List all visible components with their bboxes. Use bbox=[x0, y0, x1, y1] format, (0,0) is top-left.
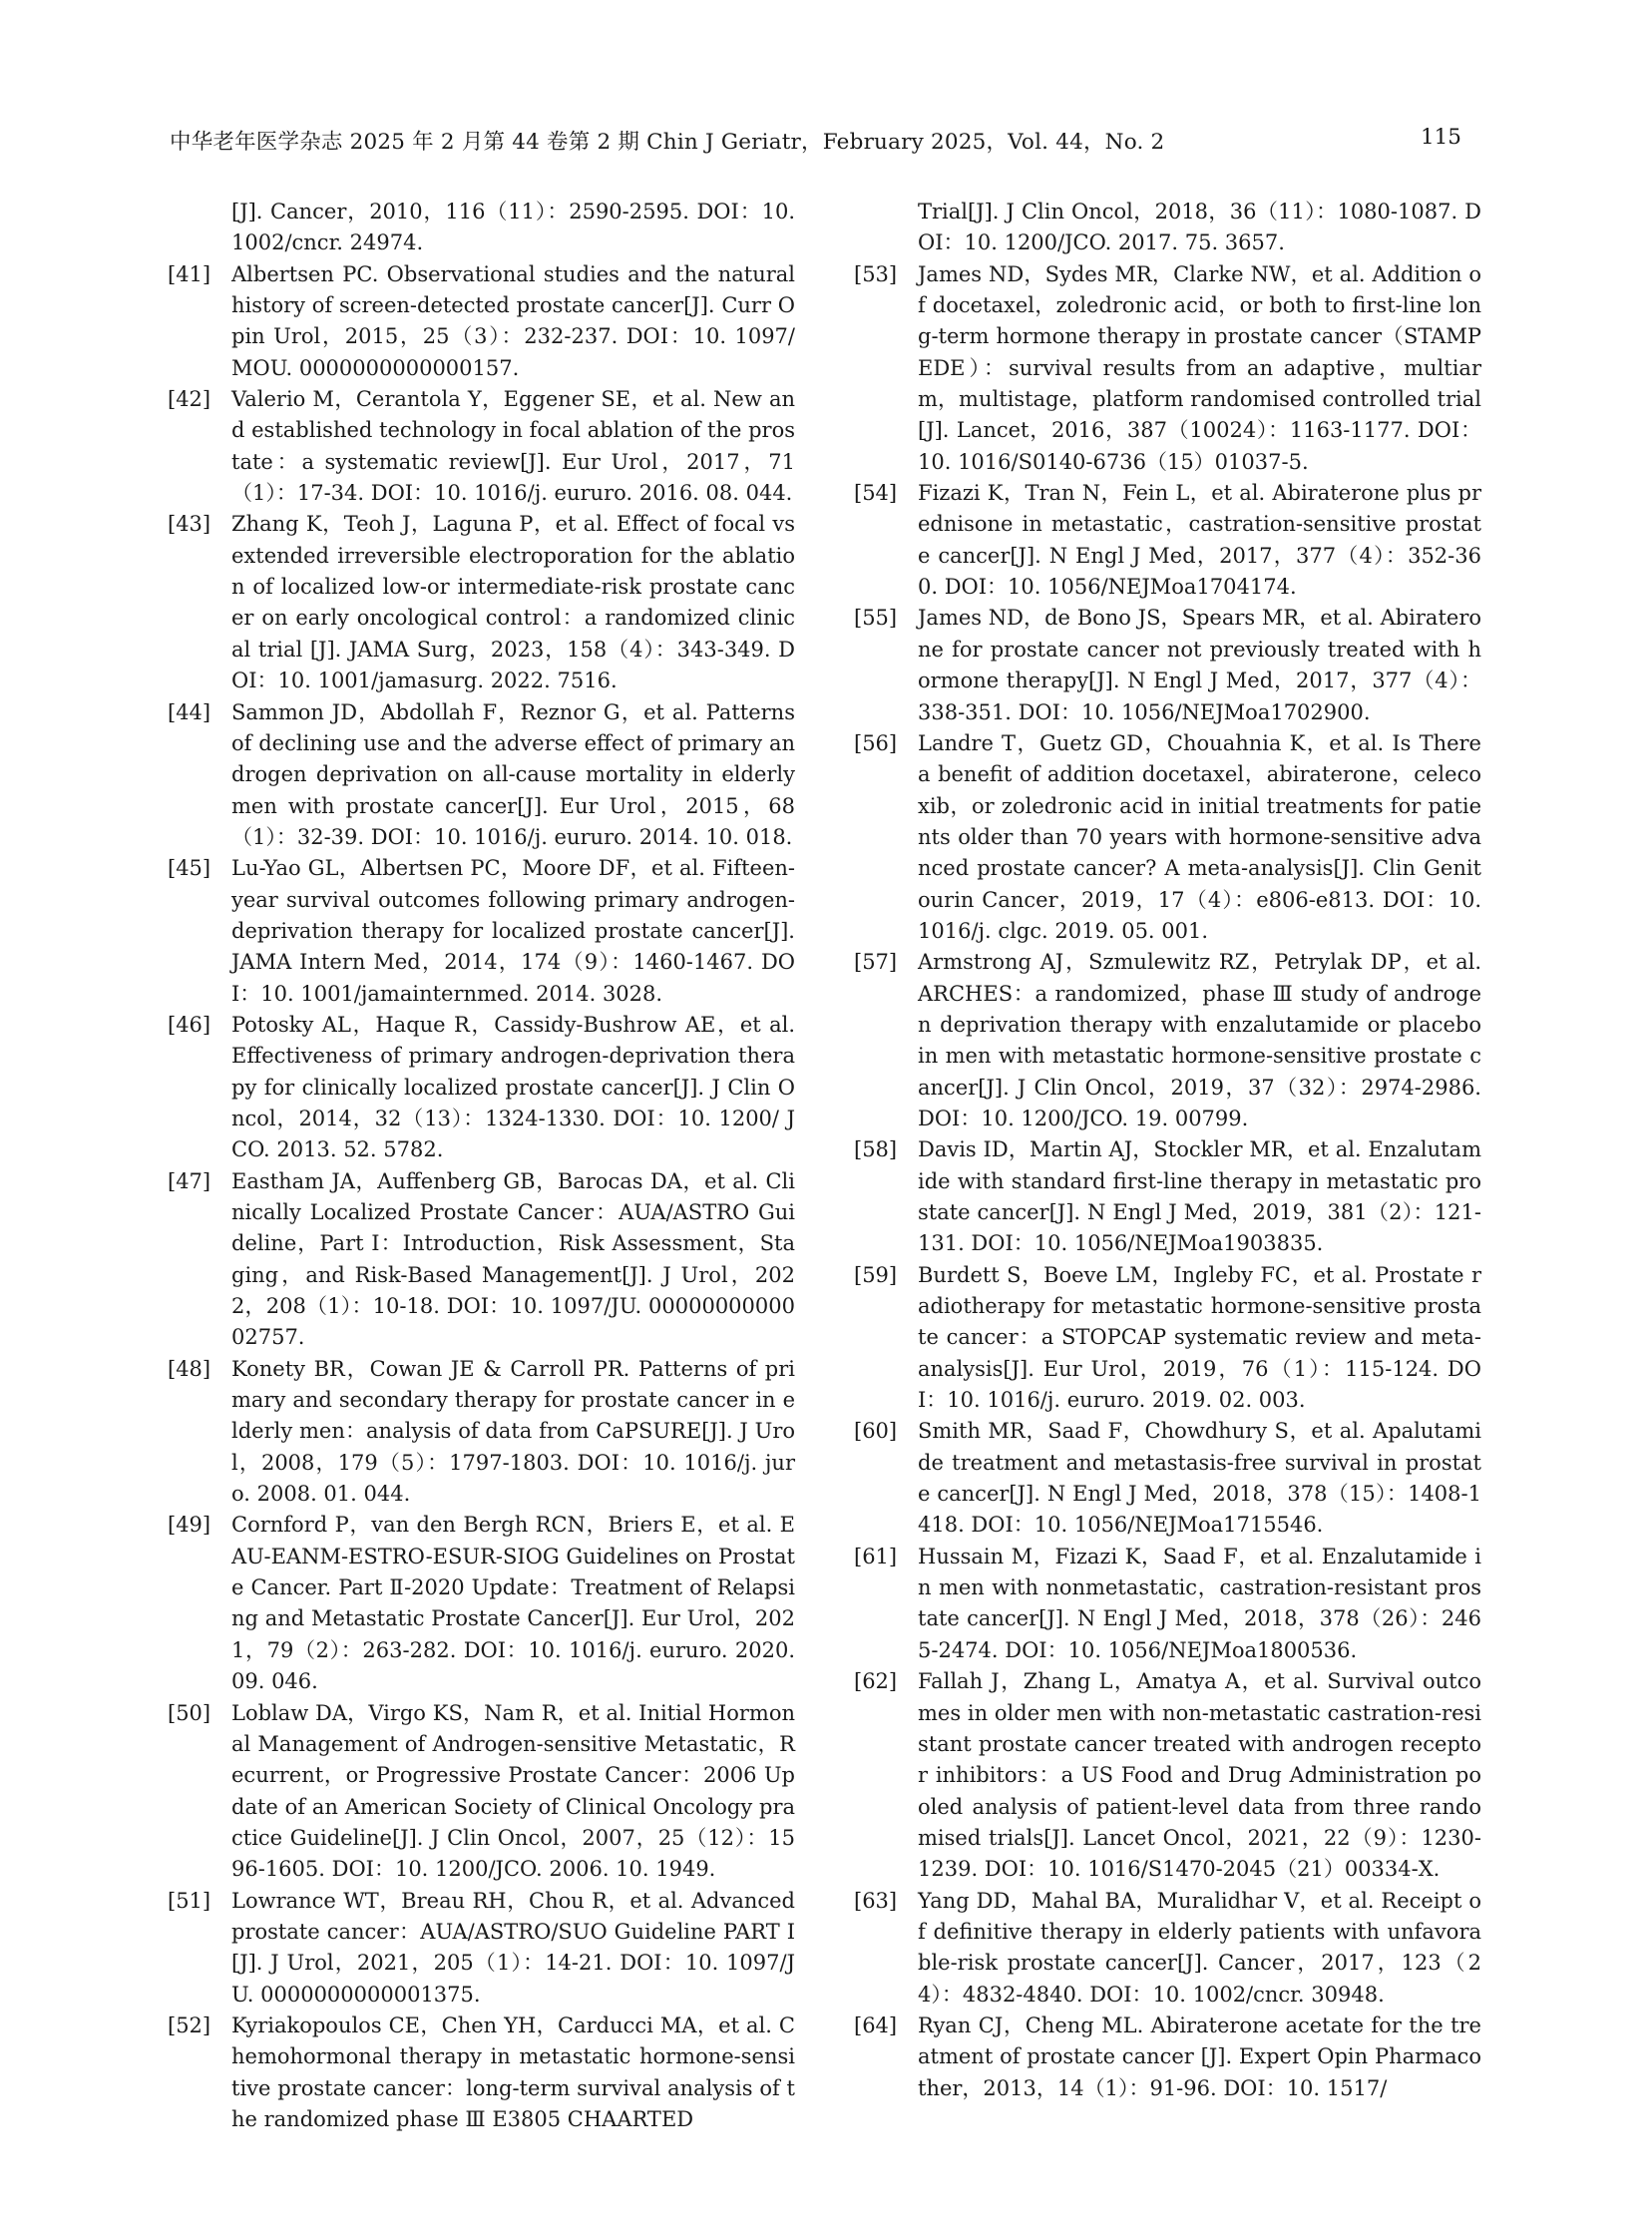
reference-text: Lowrance WT，Breau RH，Chou R，et al. Advanced prostate cancer：AUA/ASTRO/SUO Guideline PART Ⅰ[J]. J Urol，2021，205（1）：14-21. DOI：10. 1097/JU. 0000000000001375. bbox=[231, 1888, 795, 2007]
reference-text: Lu-Yao GL，Albertsen PC，Moore DF，et al. Fifteen-year survival outcomes following primary androgen-deprivation therapy for localized prostate cancer[J]. JAMA Intern Med，2014，174（9）：1460-1467. DOI：10. 1001/jamainternmed. 2014. 3028. bbox=[231, 856, 795, 1006]
reference-text: Yang DD，Mahal BA，Muralidhar V，et al. Receipt of definitive therapy in elderly patients with unfavorable-risk prostate cancer[J]. Cancer，2017，123（24）：4832-4840. DOI：10. 1002/cncr. 30948. bbox=[918, 1888, 1481, 2007]
reference-text: Smith MR，Saad F，Chowdhury S，et al. Apalutamide treatment and metastasis-free survival in prostate cancer[J]. N Engl J Med，2018，378（15）：1408-1418. DOI：10. 1056/NEJMoa1715546. bbox=[918, 1419, 1481, 1538]
reference-text: Konety BR，Cowan JE & Carroll PR. Patterns of primary and secondary therapy for prostate cancer in elderly men：analysis of data from CaPSURE[J]. J Urol，2008，179（5）：1797-1803. DOI：10. 1016/j. juro. 2008. 01. 044. bbox=[231, 1356, 795, 1507]
reference-text: Albertsen PC. Observational studies and the natural history of screen-detected prostate cancer[J]. Curr Opin Urol，2015，25（3）：232-237. DOI：10. 1097/ MOU. 0000000000000157. bbox=[231, 261, 795, 380]
reference-text: James ND，Sydes MR，Clarke NW，et al. Addition of docetaxel，zoledronic acid，or both to first-line long-term hormone therapy in prostate cancer（STAMPEDE）：survival results from an adaptive，multiarm，multistage，platform randomised controlled trial[J]. Lancet，2016，387（10024）：1163-1177. DOI：10. 1016/S0140-6736（15）01037-5. bbox=[918, 261, 1481, 474]
reference-text: James ND，de Bono JS，Spears MR，et al. Abiraterone for prostate cancer not previously treated with hormone therapy[J]. N Engl J Med，2017，377（4）：338-351. DOI：10. 1056/NEJMoa1702900. bbox=[918, 606, 1481, 724]
reference-entry bbox=[854, 1666, 1481, 1885]
reference-entry bbox=[168, 697, 795, 854]
reference-entry bbox=[168, 1166, 795, 1354]
reference-number: [59] bbox=[854, 1262, 898, 1287]
reference-entry bbox=[168, 1510, 795, 1697]
reference-entry bbox=[854, 1260, 1481, 1417]
reference-number: [46] bbox=[168, 1012, 211, 1037]
reference-number: [47] bbox=[168, 1168, 211, 1193]
reference-text: Fizazi K，Tran N，Fein L，et al. Abiraterone plus prednisone in metastatic，castration-sensitive prostate cancer[J]. N Engl J Med，2017，377（4）：352-360. DOI：10. 1056/NEJMoa1704174. bbox=[918, 481, 1481, 600]
reference-number: [45] bbox=[168, 856, 211, 881]
reference-number: [48] bbox=[168, 1356, 211, 1381]
reference-entry bbox=[854, 728, 1481, 947]
reference-text: Burdett S，Boeve LM，Ingleby FC，et al. Prostate radiotherapy for metastatic hormone-sensitive prostate cancer：a STOPCAP systematic review and meta-analysis[J]. Eur Urol，2019，76（1）：115-124. DOI：10. 1016/j. eururo. 2019. 02. 003. bbox=[918, 1262, 1481, 1413]
reference-number: [52] bbox=[168, 2013, 211, 2037]
reference-entry bbox=[168, 853, 795, 1010]
page-number: 115 bbox=[1420, 125, 1461, 150]
reference-text: Landre T，Guetz GD，Chouahnia K，et al. Is There a benefit of addition docetaxel，abiraterone，celecoxib，or zoledronic acid in initial treatments for patients older than 70 years with hormone-sensitive advanced prostate cancer? A meta-analysis[J]. Clin Genitourin Cancer，2019，17（4）：e806-e813. DOI：10. 1016/j. clgc. 2019. 05. 001. bbox=[918, 730, 1481, 943]
running-header bbox=[170, 125, 1461, 155]
reference-text: Sammon JD，Abdollah F，Reznor G，et al. Patterns of declining use and the adverse effect of primary androgen deprivation on all-cause mortality in elderly men with prostate cancer[J]. Eur Urol，2015，68（1）：32-39. DOI：10. 1016/j. eururo. 2014. 10. 018. bbox=[231, 699, 795, 849]
reference-number: [53] bbox=[854, 261, 898, 286]
reference-text: Davis ID，Martin AJ，Stockler MR，et al. Enzalutamide with standard first-line therapy in metastatic prostate cancer[J]. N Engl J Med，2019，381（2）：121-131. DOI：10. 1056/NEJMoa1903835. bbox=[918, 1137, 1481, 1256]
reference-text: Hussain M，Fizazi K，Saad F，et al. Enzalutamide in men with nonmetastatic，castration-resistant prostate cancer[J]. N Engl J Med，2018，378（26）：2465-2474. DOI：10. 1056/NEJMoa1800536. bbox=[918, 1544, 1481, 1662]
reference-entry bbox=[168, 1354, 795, 1511]
reference-entry bbox=[168, 384, 795, 509]
reference-entry bbox=[854, 2011, 1481, 2104]
reference-text: Eastham JA，Auffenberg GB，Barocas DA，et al. Clinically Localized Prostate Cancer：AUA/ASTRO Guideline，Part Ⅰ：Introduction，Risk Assessment，Staging，and Risk-Based Management[J]. J Urol，2022，208（1）：10-18. DOI：10. 1097/JU. 0000000000002757. bbox=[231, 1168, 795, 1350]
reference-continuation: [J]. Cancer，2010，116（11）：2590-2595. DOI：10. 1002/cncr. 24974. bbox=[231, 200, 795, 255]
reference-entry bbox=[168, 2011, 795, 2135]
reference-list-left bbox=[168, 259, 795, 2136]
reference-entry bbox=[854, 478, 1481, 603]
reference-entry bbox=[168, 259, 795, 384]
reference-text: Valerio M，Cerantola Y，Eggener SE，et al. New and established technology in focal ablation of the prostate：a systematic review[J]. Eur Urol，2017，71（1）：17-34. DOI：10. 1016/j. eururo. 2016. 08. 044. bbox=[231, 387, 795, 506]
reference-entry bbox=[168, 1010, 795, 1166]
reference-number: [57] bbox=[854, 950, 898, 975]
reference-entry bbox=[854, 259, 1481, 478]
reference-continuation: Trial[J]. J Clin Oncol，2018，36（11）：1080-1087. DOI：10. 1200/JCO. 2017. 75. 3657. bbox=[918, 200, 1481, 255]
reference-number: [56] bbox=[854, 730, 898, 755]
reference-text: Armstrong AJ，Szmulewitz RZ，Petrylak DP，et al. ARCHES：a randomized，phase Ⅲ study of androgen deprivation therapy with enzalutamide or placebo in men with metastatic hormone-sensitive prostate cancer[J]. J Clin Oncol，2019，37（32）：2974-2986. DOI：10. 1200/JCO. 19. 00799. bbox=[918, 950, 1481, 1130]
reference-entry bbox=[168, 1698, 795, 1886]
reference-list-right bbox=[854, 259, 1481, 2104]
reference-entry bbox=[854, 1542, 1481, 1666]
reference-number: [60] bbox=[854, 1419, 898, 1444]
reference-number: [42] bbox=[168, 387, 211, 412]
reference-entry bbox=[854, 1886, 1481, 2011]
right-column bbox=[854, 197, 1481, 2104]
reference-number: [43] bbox=[168, 512, 211, 537]
reference-number: [44] bbox=[168, 699, 211, 724]
left-column bbox=[168, 197, 795, 2135]
reference-number: [51] bbox=[168, 1888, 211, 1913]
reference-number: [55] bbox=[854, 606, 898, 631]
reference-number: [41] bbox=[168, 261, 211, 286]
reference-text: Kyriakopoulos CE，Chen YH，Carducci MA，et al. Chemohormonal therapy in metastatic hormone-sensitive prostate cancer：long-term survival analysis of the randomized phase Ⅲ E3805 CHAARTED bbox=[231, 2013, 795, 2131]
reference-number: [58] bbox=[854, 1137, 898, 1162]
reference-entry bbox=[854, 603, 1481, 727]
reference-number: [54] bbox=[854, 481, 898, 506]
journal-line: 中华老年医学杂志 2025 年 2 月第 44 卷第 2 期 Chin J Geriatr，February 2025，Vol. 44，No. 2 bbox=[170, 130, 1165, 155]
reference-number: [64] bbox=[854, 2013, 898, 2037]
reference-text: Loblaw DA，Virgo KS，Nam R，et al. Initial Hormonal Management of Androgen-sensitive Metastatic，Recurrent，or Progressive Prostate Cancer：2006 Update of an American Society of Clinical Oncology practice Guideline[J]. J Clin Oncol，2007，25（12）：1596-1605. DOI：10. 1200/JCO. 2006. 10. 1949. bbox=[231, 1700, 795, 1882]
reference-entry bbox=[168, 1886, 795, 2011]
reference-text: Potosky AL，Haque R，Cassidy-Bushrow AE，et al. Effectiveness of primary androgen-deprivation therapy for clinically localized prostate cancer[J]. J Clin Oncol，2014，32（13）：1324-1330. DOI：10. 1200/ JCO. 2013. 52. 5782. bbox=[231, 1012, 795, 1162]
reference-number: [62] bbox=[854, 1669, 898, 1694]
reference-number: [63] bbox=[854, 1888, 898, 1913]
reference-text: Ryan CJ，Cheng ML. Abiraterone acetate for the treatment of prostate cancer [J]. Expert Opin Pharmacother，2013，14（1）：91-96. DOI：10. 1517/ bbox=[918, 2013, 1481, 2100]
reference-entry bbox=[854, 947, 1481, 1134]
reference-number: [61] bbox=[854, 1544, 898, 1568]
reference-text: Zhang K，Teoh J，Laguna P，et al. Effect of focal vs extended irreversible electroporation for the ablation of localized low-or intermediate-risk prostate cancer on early oncological control：a randomized clinical trial [J]. JAMA Surg，2023，158（4）：343-349. DOI：10. 1001/jamasurg. 2022. 7516. bbox=[231, 512, 795, 693]
reference-text: Fallah J，Zhang L，Amatya A，et al. Survival outcomes in older men with non-metastatic castration-resistant prostate cancer treated with androgen receptor inhibitors：a US Food and Drug Administration pooled analysis of patient-level data from three randomised trials[J]. Lancet Oncol，2021，22（9）：1230-1239. DOI：10. 1016/S1470-2045（21）00334-X. bbox=[918, 1669, 1481, 1882]
reference-text: Cornford P，van den Bergh RCN，Briers E，et al. EAU-EANM-ESTRO-ESUR-SIOG Guidelines on Prostate Cancer. Part Ⅱ-2020 Update：Treatment of Relapsing and Metastatic Prostate Cancer[J]. Eur Urol，2021，79（2）：263-282. DOI：10. 1016/j. eururo. 2020. 09. 046. bbox=[231, 1513, 795, 1694]
reference-entry bbox=[854, 1134, 1481, 1259]
reference-number: [50] bbox=[168, 1700, 211, 1725]
reference-entry bbox=[168, 509, 795, 696]
reference-entry bbox=[854, 1416, 1481, 1541]
reference-number: [49] bbox=[168, 1513, 211, 1538]
